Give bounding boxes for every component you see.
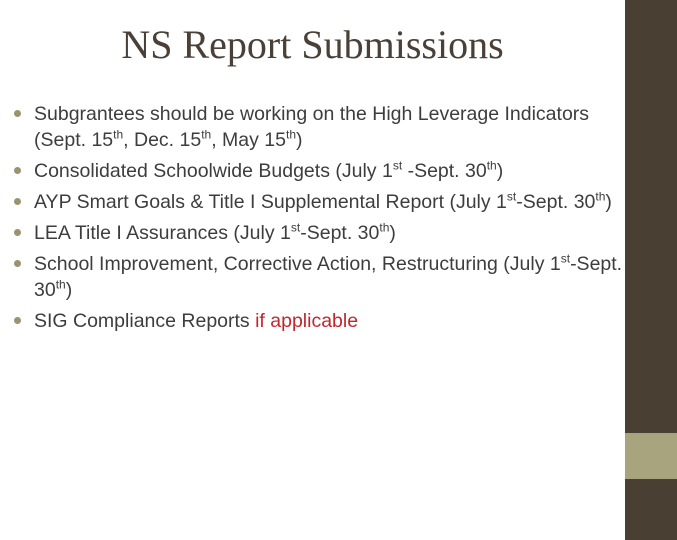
bullet-dot-icon (14, 198, 21, 205)
side-decor-accent (625, 433, 677, 479)
bullet-dot-icon (14, 317, 21, 324)
bullet-list (14, 101, 624, 339)
bullet-item-schoolwide-budgets: Consolidated Schoolwide Budgets (July 1st -Sept. 30th) (14, 158, 624, 184)
bullet-item-school-improvement: School Improvement, Corrective Action, Restructuring (July 1st-Sept. 30th) (14, 251, 624, 303)
bullet-dot-icon (14, 260, 21, 267)
bullet-item-high-leverage: Subgrantees should be working on the High Leverage Indicators (Sept. 15th, Dec. 15th, May 15th) (14, 101, 624, 153)
bullet-dot-icon (14, 167, 21, 174)
if-applicable-highlight: if applicable (255, 310, 359, 332)
slide-title: NS Report Submissions (121, 22, 504, 67)
bullet-item-sig-compliance: SIG Compliance Reports if applicable (14, 308, 624, 334)
bullet-dot-icon (14, 229, 21, 236)
bullet-item-lea-assurances: LEA Title I Assurances (July 1st-Sept. 30th) (14, 220, 624, 246)
bullet-item-ayp-smart-goals: AYP Smart Goals & Title I Supplemental Report (July 1st-Sept. 30th) (14, 189, 624, 215)
bullet-dot-icon (14, 110, 21, 117)
